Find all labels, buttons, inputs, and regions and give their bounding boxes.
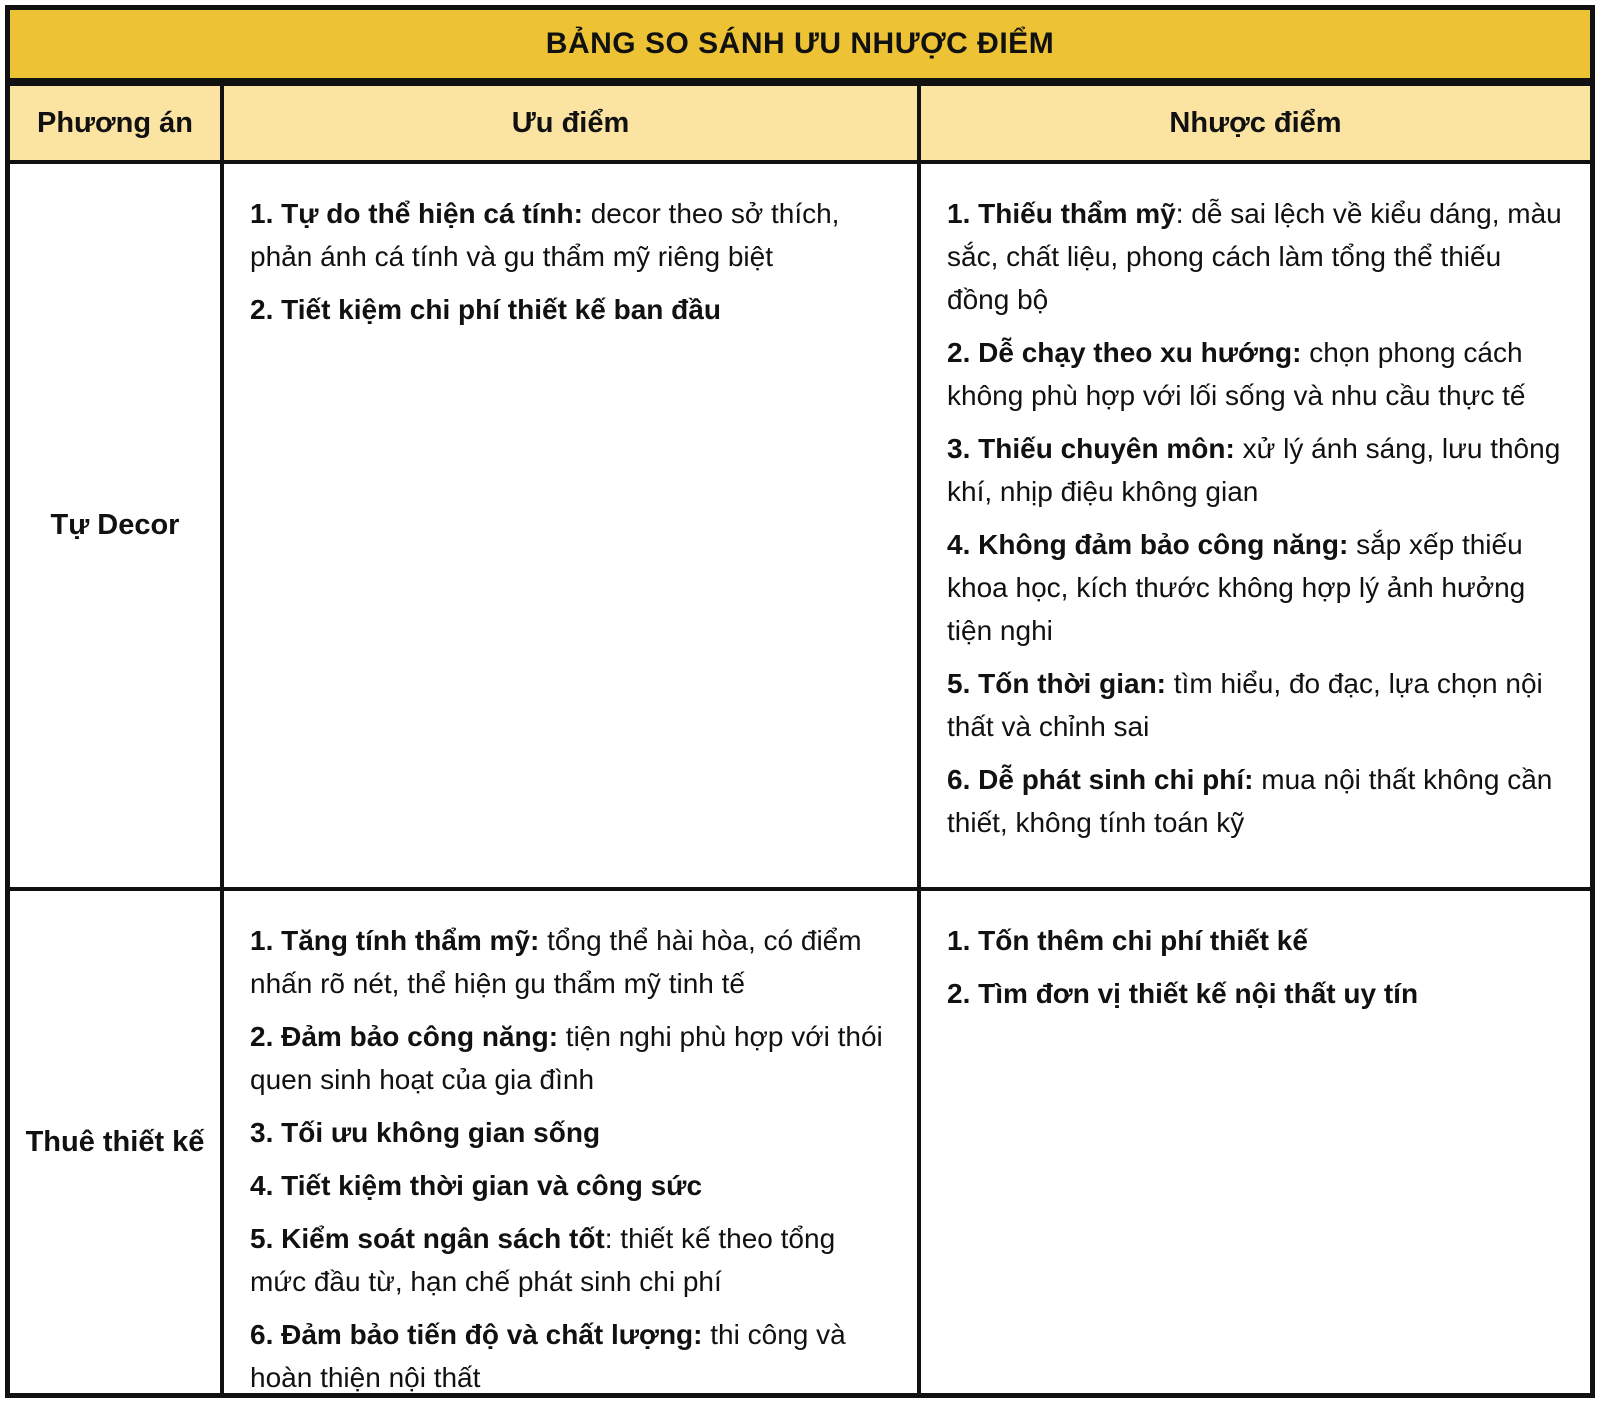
table-title: BẢNG SO SÁNH ƯU NHƯỢC ĐIỂM xyxy=(545,27,1055,60)
table-row-tu-decor xyxy=(10,164,1590,891)
column-header-row xyxy=(10,86,1590,164)
list-item: 3. Thiếu chuyên môn: xử lý ánh sáng, lưu thông khí, nhịp điệu không gian xyxy=(947,433,1561,507)
row-label-thue-thiet-ke: Thuê thiết kế xyxy=(10,891,220,1393)
list-item: 4. Tiết kiệm thời gian và công sức xyxy=(250,1170,703,1201)
list-item: 3. Tối ưu không gian sống xyxy=(250,1117,601,1148)
list-item: 6. Dễ phát sinh chi phí: mua nội thất không cần thiết, không tính toán kỹ xyxy=(947,764,1553,838)
list-item: 4. Không đảm bảo công năng: sắp xếp thiếu khoa học, kích thước không hợp lý ảnh hưởng tiện nghi xyxy=(947,529,1526,646)
column-header-pros: Ưu điểm xyxy=(220,86,917,164)
column-header-cons: Nhược điểm xyxy=(917,86,1590,164)
tu-decor-pros-list xyxy=(220,164,917,891)
column-header-plan: Phương án xyxy=(10,86,220,164)
row-label-tu-decor: Tự Decor xyxy=(10,164,220,891)
list-item: 2. Dễ chạy theo xu hướng: chọn phong cách không phù hợp với lối sống và nhu cầu thực tế xyxy=(947,337,1526,411)
comparison-table xyxy=(5,5,1595,1398)
list-item: 2. Tiết kiệm chi phí thiết kế ban đầu xyxy=(250,294,721,325)
list-item: 1. Tốn thêm chi phí thiết kế xyxy=(947,925,1308,956)
thue-thiet-ke-pros-list xyxy=(220,891,917,1393)
table-title-row xyxy=(10,10,1590,86)
list-item: 1. Tăng tính thẩm mỹ: tổng thể hài hòa, có điểm nhấn rõ nét, thể hiện gu thẩm mỹ tinh tế xyxy=(250,925,862,999)
list-item: 6. Đảm bảo tiến độ và chất lượng: thi công và hoàn thiện nội thất xyxy=(250,1319,846,1393)
list-item: 1. Thiếu thẩm mỹ: dễ sai lệch về kiểu dáng, màu sắc, chất liệu, phong cách làm tổng thể thiếu đồng bộ xyxy=(947,198,1562,315)
list-item: 2. Tìm đơn vị thiết kế nội thất uy tín xyxy=(947,978,1419,1009)
list-item: 2. Đảm bảo công năng: tiện nghi phù hợp với thói quen sinh hoạt của gia đình xyxy=(250,1021,883,1095)
list-item: 1. Tự do thể hiện cá tính: decor theo sở thích, phản ánh cá tính và gu thẩm mỹ riêng biệt xyxy=(250,198,840,272)
list-item: 5. Kiểm soát ngân sách tốt: thiết kế theo tổng mức đầu từ, hạn chế phát sinh chi phí xyxy=(250,1223,836,1297)
tu-decor-cons-list xyxy=(917,164,1590,891)
thue-thiet-ke-cons-list xyxy=(917,891,1590,1393)
list-item: 5. Tốn thời gian: tìm hiểu, đo đạc, lựa chọn nội thất và chỉnh sai xyxy=(947,668,1543,742)
table-row-thue-thiet-ke xyxy=(10,891,1590,1393)
